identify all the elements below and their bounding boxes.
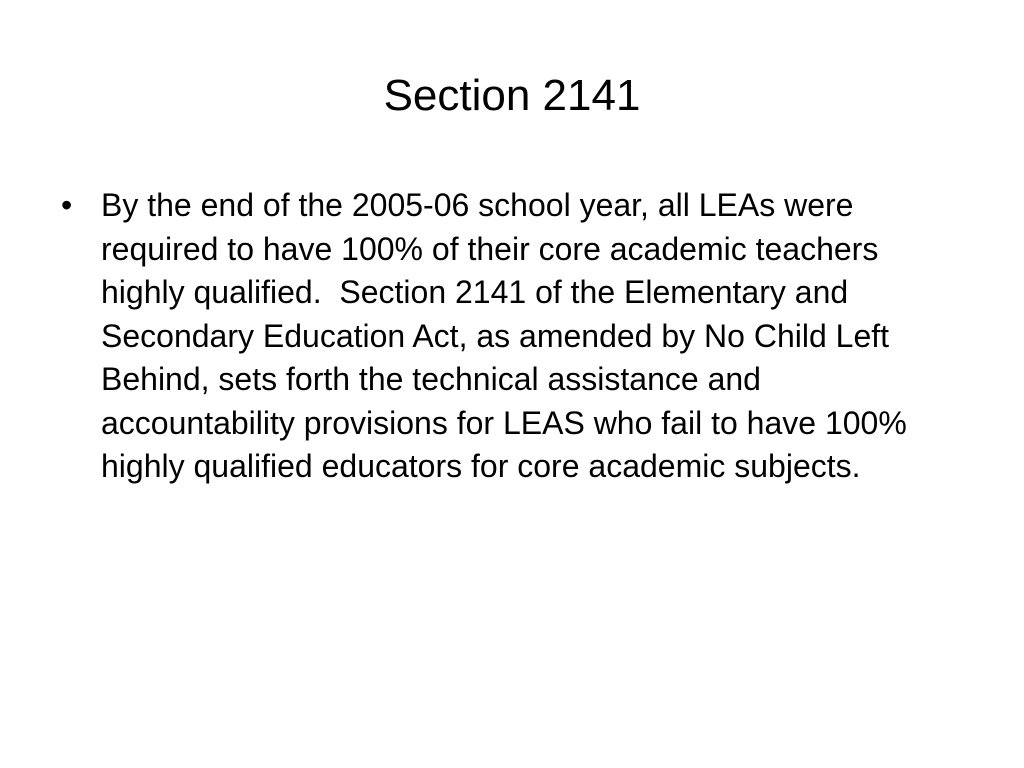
bullet-item — [56, 184, 956, 489]
bullet-marker: • — [61, 187, 73, 223]
bullet-list — [56, 184, 956, 489]
slide-title: Section 2141 — [383, 71, 641, 120]
bullet-text: By the end of the 2005-06 school year, all LEAs were required to have 100% of their core academic teachers highly qualified. Section 2141 of the Elementary and Secondary Education Act, as amended by No Child Left Behind, sets forth the technical assistance and accountability provisions for LEAS who fail to have 100% highly qualified educators for core academic subjects. — [101, 187, 916, 484]
